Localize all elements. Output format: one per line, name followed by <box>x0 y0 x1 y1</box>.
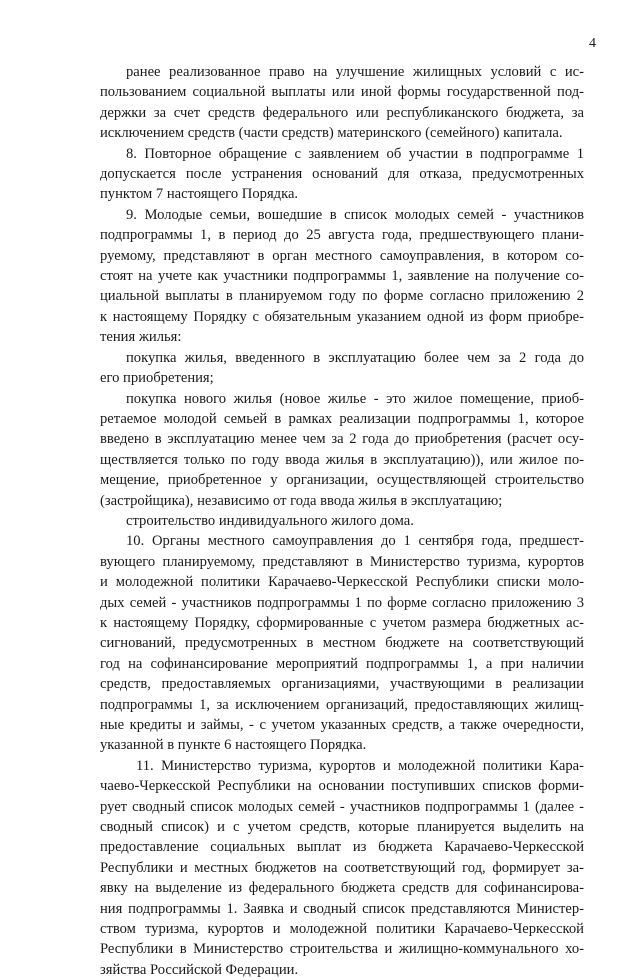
text-line: и молодежной политики Карачаево-Черкесской Республики списки моло- <box>100 574 584 591</box>
text-line: явку на выделение из федерального бюджета средств для софинансирова- <box>100 880 584 897</box>
text-line: ществляется только по году ввода жилья в эксплуатацию)), или жилое по- <box>100 451 584 468</box>
text-line: год на софинансирование мероприятий подпрограммы 1, а при наличии <box>100 655 584 672</box>
text-line: допускается после устранения оснований для отказа, предусмотренных <box>100 166 584 183</box>
text-line: рует сводный список молодых семей - участников подпрограммы 1 (далее - <box>100 798 584 815</box>
text-line: введено в эксплуатацию менее чем за 2 года до приобретения (расчет осу- <box>100 431 584 448</box>
text-line: сводный список) и с учетом средств, которые планируется выделить на <box>100 819 584 836</box>
text-line: ния подпрограммы 1. Заявка и сводный список представляются Министер- <box>100 900 584 917</box>
text-line: предоставление социальных выплат из бюджета Карачаево-Черкесской <box>100 839 584 856</box>
text-line: ретаемое молодой семьей в рамках реализации подпрограммы 1, которое <box>100 410 584 427</box>
text-line: руемому, представляют в орган местного самоуправления, в котором со- <box>100 247 584 264</box>
text-line: ные кредиты и займы, - с учетом указанных средств, а также очередности, <box>100 717 584 733</box>
text-line: держки за счет средств федерального или республиканского бюджета, за <box>100 104 584 121</box>
text-line: Республики и местных бюджетов на соответствующий год, формирует за- <box>100 859 584 876</box>
text-line: пользованием социальной выплаты или иной формы государственной под- <box>100 84 584 101</box>
text-line: дых семей - участников подпрограммы 1 по форме согласно приложению 3 <box>100 594 584 611</box>
text-line: 10. Органы местного самоуправления до 1 сентября года, предшест- <box>126 533 584 550</box>
text-line: Республики в Министерство строительства и жилищно-коммунального хо- <box>100 941 584 958</box>
text-line: средств, предоставляемых организациями, участвующими в реализации <box>100 676 584 693</box>
page-number: 4 <box>589 36 596 51</box>
text-line: его приобретения; <box>100 370 214 387</box>
document-body <box>100 62 584 980</box>
text-line: 11. Министерство туризма, курортов и молодежной политики Кара- <box>136 757 584 774</box>
text-line: мещение, приобретенное у организации, осуществляющей строительство <box>100 472 584 489</box>
text-line: к настоящему Порядку, сформированные с учетом размера бюджетных ас- <box>100 614 584 631</box>
text-line: пунктом 7 настоящего Порядка. <box>100 186 299 203</box>
text-line: подпрограммы 1, за исключением организаций, предоставляющих жилищ- <box>100 696 584 713</box>
text-line: сигнований, предусмотренных в местном бюджете на соответствующий <box>100 635 584 652</box>
text-line: стоят на учете как участники подпрограммы 1, заявление на получение со- <box>100 268 584 285</box>
text-line: покупка нового жилья (новое жилье - это жилое помещение, приоб- <box>126 390 584 407</box>
text-line: зяйства Российской Федерации. <box>100 961 299 978</box>
text-line: строительство индивидуального жилого дома. <box>126 512 414 529</box>
text-line: указанной в пункте 6 настоящего Порядка. <box>100 737 367 754</box>
text-line: циальной выплаты в планируемом году по форме согласно приложению 2 <box>100 288 584 305</box>
text-line: ранее реализованное право на улучшение жилищных условий с ис- <box>126 64 584 80</box>
text-line: 9. Молодые семьи, вошедшие в список молодых семей - участников <box>126 206 584 223</box>
text-line: 8. Повторное обращение с заявлением об участии в подпрограмме 1 <box>126 145 584 162</box>
text-line: к настоящему Порядку с обязательным указанием одной из форм приобре- <box>100 308 584 325</box>
text-line: чаево-Черкесской Республики на основании поступивших списков форми- <box>100 778 584 795</box>
text-line: ством туризма, курортов и молодежной политики Карачаево-Черкесской <box>100 921 584 938</box>
text-line: исключением средств (части средств) материнского (семейного) капитала. <box>100 125 563 142</box>
text-line: подпрограммы 1, в период до 25 августа года, предшествующего плани- <box>100 227 584 244</box>
text-line: покупка жилья, введенного в эксплуатацию более чем за 2 года до <box>126 349 584 366</box>
text-line: тения жилья: <box>100 329 182 346</box>
text-line: (застройщика), независимо от года ввода жилья в эксплуатацию; <box>100 492 503 509</box>
text-line: вующего планируемому, представляют в Министерство туризма, курортов <box>100 553 584 570</box>
